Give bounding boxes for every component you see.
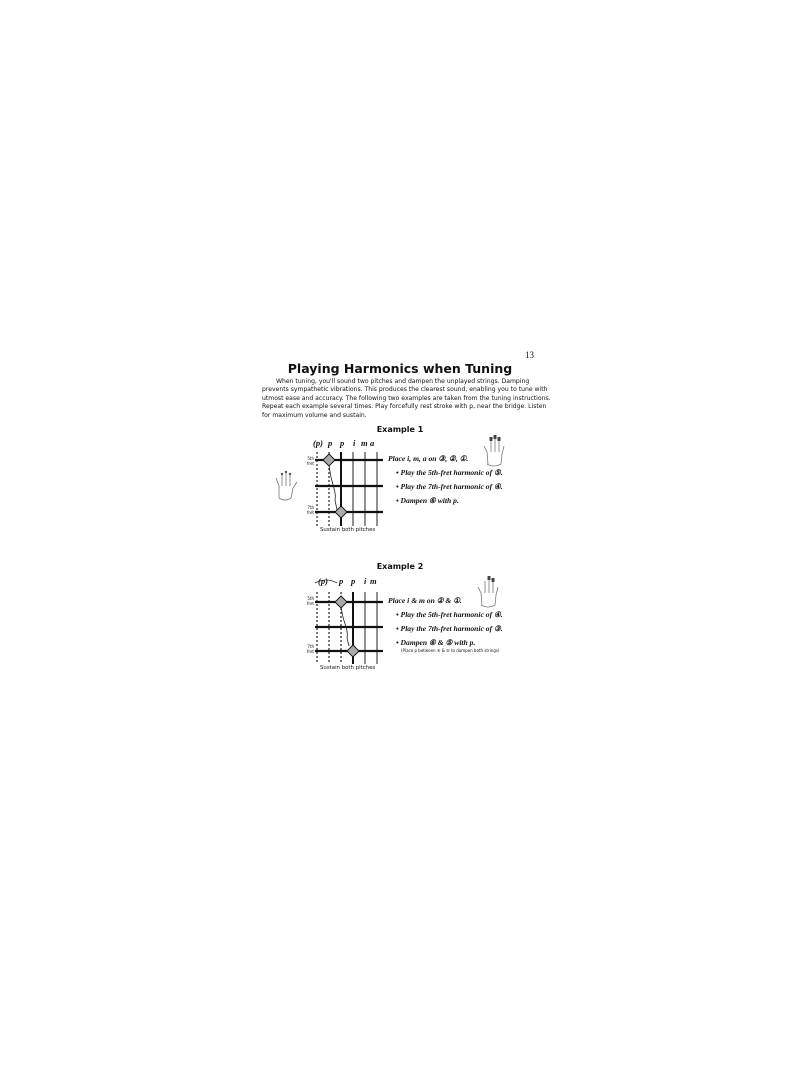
fret-label-5th bbox=[300, 597, 314, 606]
fret-label-text: 7th bbox=[307, 644, 314, 649]
right-hand-icon bbox=[476, 575, 502, 609]
fret-label-text: 5th bbox=[307, 596, 314, 601]
finger-label: p bbox=[339, 576, 344, 586]
fretboard-diagram-2 bbox=[315, 590, 385, 666]
finger-label: i bbox=[364, 576, 367, 586]
intro-line: When tuning, you'll sound two pitches and dampen the unplayed strings. Damping bbox=[276, 378, 530, 385]
finger-label: p bbox=[340, 438, 345, 448]
instruction-bullet: • Play the 5th-fret harmonic of ④. bbox=[396, 610, 503, 619]
fret-label-text: 7th bbox=[307, 505, 314, 510]
fret-label-7th bbox=[300, 506, 314, 515]
intro-line: prevents sympathetic vibrations. This produces the clearest sound, enabling you to tune with bbox=[262, 386, 548, 394]
intro-paragraph bbox=[262, 378, 551, 420]
instruction-bullet: • Play the 7th-fret harmonic of ④. bbox=[396, 482, 503, 491]
example-2-title: Example 2 bbox=[376, 562, 424, 571]
intro-line: for maximum volume and sustain. bbox=[262, 411, 367, 419]
page-title: Playing Harmonics when Tuning bbox=[287, 361, 513, 376]
finger-label: (p) bbox=[318, 576, 328, 586]
finger-label: p bbox=[351, 576, 356, 586]
fret-label-7th bbox=[300, 645, 314, 654]
fret-label-text: fret bbox=[307, 460, 314, 466]
fretboard-diagram-1 bbox=[315, 450, 385, 528]
instruction-bullet: • Dampen ⑥ & ⑤ with p. bbox=[396, 638, 476, 647]
finger-label: m bbox=[361, 438, 368, 448]
instruction-note: (Place p between ⑥ & ⑤ to dampen both strings) bbox=[401, 648, 500, 653]
fret-label-text: 5th bbox=[307, 456, 314, 461]
page-number: 13 bbox=[525, 350, 534, 360]
finger-label: (p) bbox=[313, 438, 323, 448]
instruction-place: Place i & m on ② & ①. bbox=[388, 596, 462, 605]
finger-label: m bbox=[370, 576, 377, 586]
finger-label: i bbox=[353, 438, 356, 448]
fret-label-text: fret bbox=[307, 600, 314, 606]
fret-label-5th bbox=[300, 457, 314, 466]
finger-label: a bbox=[370, 438, 375, 448]
example-1-title: Example 1 bbox=[376, 425, 424, 434]
intro-line: utmost ease and accuracy. The following two examples are taken from the tuning instructions. bbox=[262, 394, 551, 402]
instruction-place: Place i, m, a on ③, ②, ①. bbox=[388, 454, 469, 463]
instruction-bullet: • Dampen ⑥ with p. bbox=[396, 496, 459, 505]
fret-label-text: fret bbox=[307, 509, 314, 515]
diagram-caption: Sustain both pitches bbox=[320, 527, 376, 533]
fret-label-text: fret bbox=[307, 648, 314, 654]
intro-line: Repeat each example several times. Play forcefully rest stroke with p, near the bridge. Listen bbox=[262, 403, 547, 411]
left-hand-icon bbox=[273, 468, 301, 502]
finger-label: p bbox=[328, 438, 333, 448]
instruction-bullet: • Play the 7th-fret harmonic of ③. bbox=[396, 624, 503, 633]
instruction-bullet: • Play the 5th-fret harmonic of ⑤. bbox=[396, 468, 503, 477]
right-hand-icon bbox=[482, 434, 508, 468]
diagram-caption: Sustain both pitches bbox=[320, 665, 376, 671]
